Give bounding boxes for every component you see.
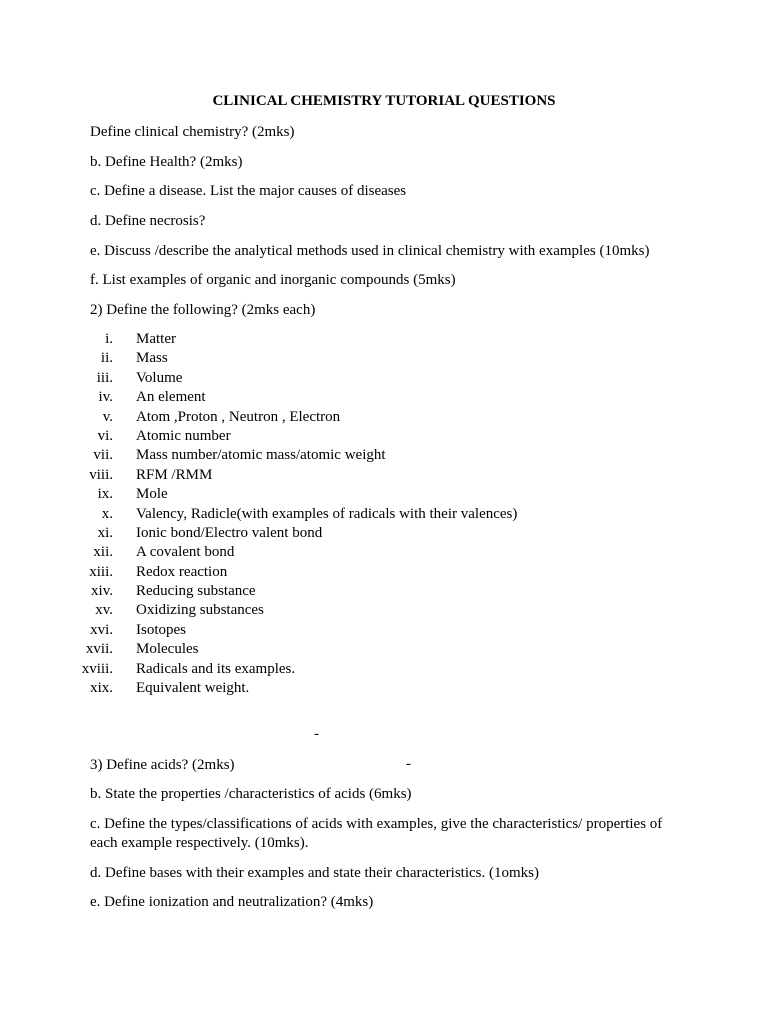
list-item-text: Mass bbox=[136, 350, 168, 367]
list-item bbox=[0, 660, 768, 679]
question-3d: d. Define bases with their examples and state their characteristics. (1omks) bbox=[90, 865, 540, 881]
list-item bbox=[0, 330, 768, 349]
document-title: CLINICAL CHEMISTRY TUTORIAL QUESTIONS bbox=[212, 93, 556, 109]
list-item-text: Ionic bond/Electro valent bond bbox=[136, 524, 323, 541]
list-item bbox=[0, 640, 768, 659]
list-item-number: i. bbox=[105, 331, 113, 347]
list-item-text: Equivalent weight. bbox=[136, 680, 250, 697]
question-3e: e. Define ionization and neutralization? (4mks) bbox=[90, 894, 374, 910]
list-item-text: Radicals and its examples. bbox=[136, 660, 296, 677]
list-item-number: xi. bbox=[97, 524, 113, 541]
list-item bbox=[0, 601, 768, 620]
list-item bbox=[0, 679, 768, 698]
list-item-text: Matter bbox=[136, 331, 176, 347]
list-item-number: viii. bbox=[89, 466, 113, 483]
list-item-number: ii. bbox=[100, 350, 113, 367]
list-item bbox=[0, 582, 768, 601]
list-item-number: xiii. bbox=[89, 563, 113, 580]
question-1f: f. List examples of organic and inorganic compounds (5mks) bbox=[90, 272, 456, 288]
question-1c: c. Define a disease. List the major causes of diseases bbox=[90, 183, 407, 199]
list-item-number: xvi. bbox=[90, 621, 113, 638]
list-item-number: xv. bbox=[95, 602, 113, 619]
list-item bbox=[0, 427, 768, 446]
list-item-text: Oxidizing substances bbox=[136, 602, 264, 619]
list-item bbox=[0, 485, 768, 504]
question-2-heading: 2) Define the following? (2mks each) bbox=[90, 302, 316, 318]
list-item-number: xii. bbox=[93, 544, 113, 561]
list-item bbox=[0, 543, 768, 562]
list-item bbox=[0, 466, 768, 485]
list-item bbox=[0, 563, 768, 582]
question-3c: c. Define the types/classifications of acids with examples, give the characteristics/ properties of each example respectively. (10mks). bbox=[90, 816, 663, 851]
list-item-number: vi. bbox=[97, 427, 113, 444]
list-item-text: Atom ,Proton , Neutron , Electron bbox=[136, 408, 341, 425]
list-item-text: Reducing substance bbox=[136, 583, 256, 600]
list-item-text: Isotopes bbox=[136, 621, 186, 638]
list-item bbox=[0, 505, 768, 524]
list-item-text: Atomic number bbox=[136, 427, 231, 444]
stray-dash: - bbox=[406, 756, 411, 772]
list-item-number: xvii. bbox=[85, 641, 113, 658]
question-1b: b. Define Health? (2mks) bbox=[90, 154, 243, 170]
list-item-text: Redox reaction bbox=[136, 563, 228, 580]
list-item-text: Volume bbox=[136, 369, 183, 386]
list-item-text: A covalent bond bbox=[136, 544, 235, 561]
list-item-number: v. bbox=[102, 408, 113, 425]
question-1e: e. Discuss /describe the analytical methods used in clinical chemistry with examples (10mks) bbox=[90, 243, 650, 259]
question-3b: b. State the properties /characteristics of acids (6mks) bbox=[90, 786, 412, 802]
definitions-list bbox=[0, 330, 768, 698]
list-item-text: Mass number/atomic mass/atomic weight bbox=[136, 447, 386, 464]
list-item bbox=[0, 621, 768, 640]
list-item-text: Mole bbox=[136, 486, 168, 503]
list-item-number: xviii. bbox=[81, 660, 113, 677]
list-item bbox=[0, 408, 768, 427]
question-1a: Define clinical chemistry? (2mks) bbox=[90, 124, 295, 140]
list-item bbox=[0, 446, 768, 465]
list-item-number: ix. bbox=[97, 486, 113, 503]
list-item-number: xiv. bbox=[91, 583, 113, 600]
list-item-number: vii. bbox=[93, 447, 113, 464]
list-item-text: RFM /RMM bbox=[136, 466, 213, 483]
stray-dash: - bbox=[314, 726, 319, 742]
list-item-text: Valency, Radicle(with examples of radicals with their valences) bbox=[136, 505, 518, 522]
list-item-number: xix. bbox=[90, 680, 113, 697]
list-item-number: iv. bbox=[98, 389, 113, 406]
list-item-text: Molecules bbox=[136, 641, 199, 658]
list-item bbox=[0, 369, 768, 388]
list-item-number: iii. bbox=[96, 369, 113, 386]
list-item-number: x. bbox=[101, 505, 113, 522]
list-item bbox=[0, 524, 768, 543]
list-item bbox=[0, 388, 768, 407]
question-3a: 3) Define acids? (2mks) bbox=[90, 757, 235, 773]
list-item bbox=[0, 349, 768, 368]
question-1d: d. Define necrosis? bbox=[90, 213, 206, 229]
list-item-text: An element bbox=[136, 389, 206, 406]
